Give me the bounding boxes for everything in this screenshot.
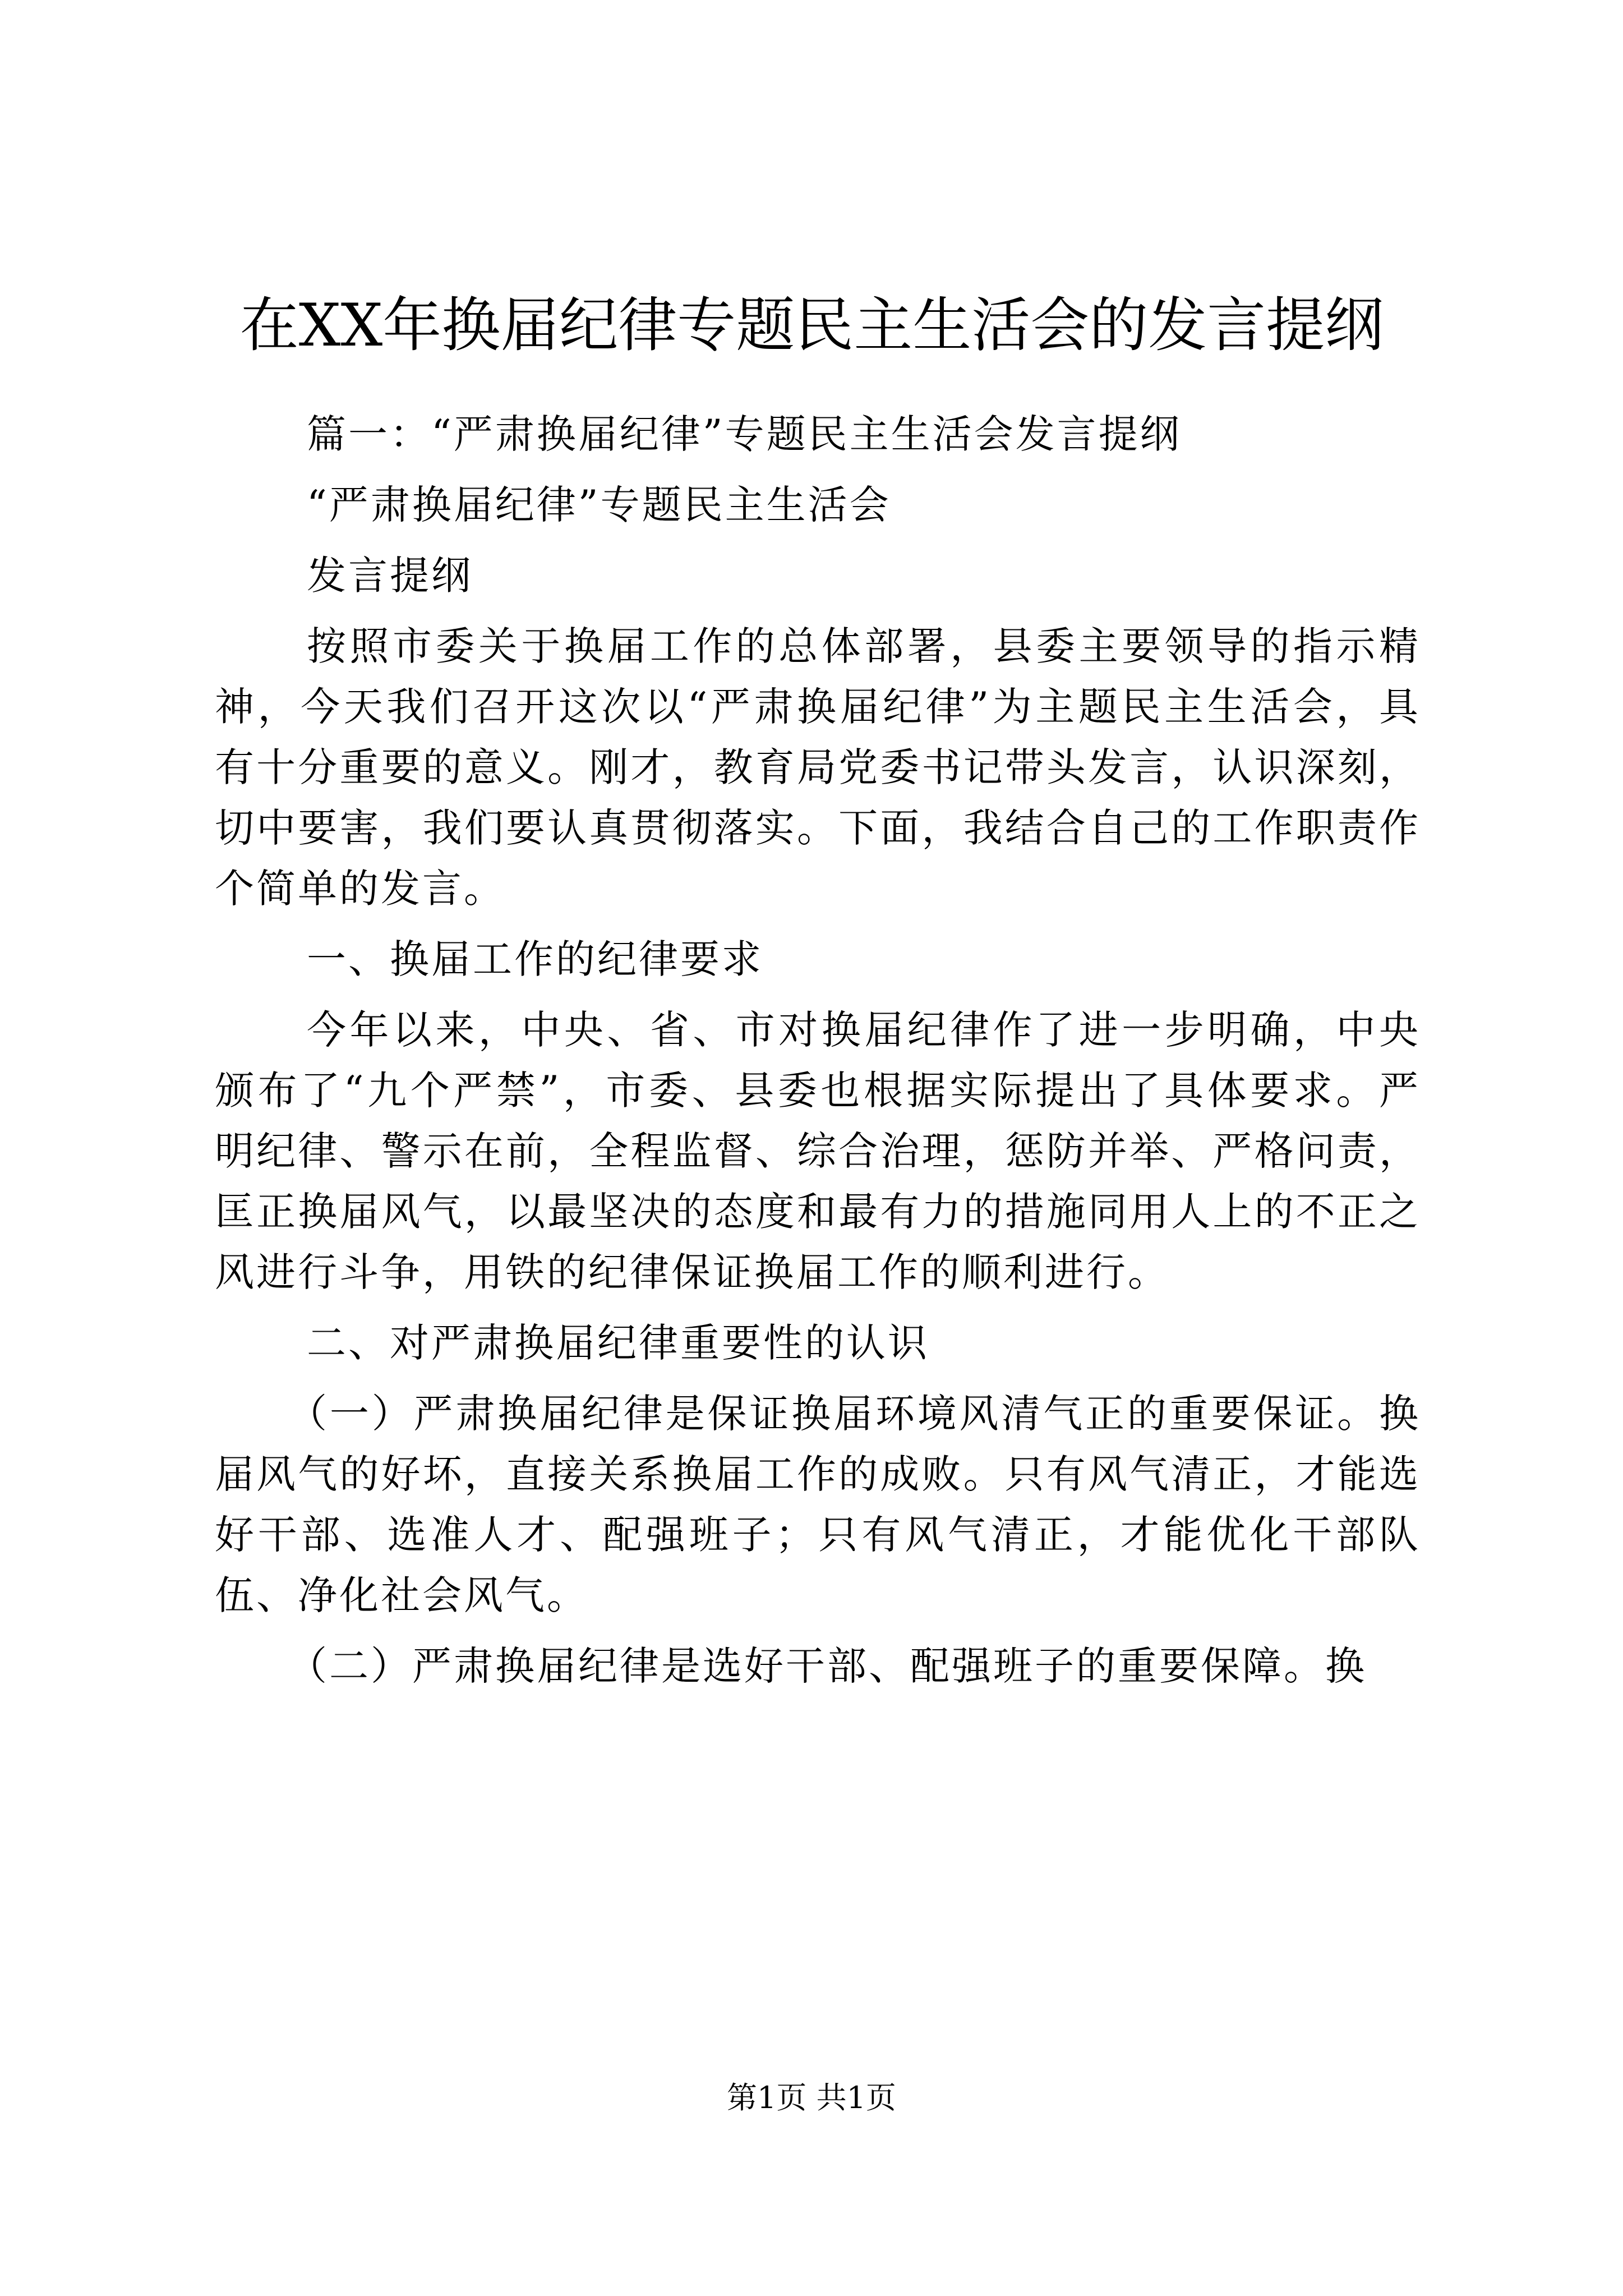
page-footer: 第1页 共1页	[727, 2080, 896, 2115]
subheading: “严肃换届纪律”专题民主生活会	[307, 482, 891, 528]
document-body	[215, 404, 1421, 1706]
body-paragraph: 今年以来，中央、省、市对换届纪律作了进一步明确，中央颁布了“九个严禁”，市委、县委也根据实际提出了具体要求。严明纪律、警示在前，全程监督、综合治理，惩防并举、严格问责，匡正换届风气，以最坚决的态度和最有力的措施同用人上的不正之风进行斗争，用铁的纪律保证换届工作的顺利进行。	[215, 1007, 1421, 1295]
subheading: 发言提纲	[307, 553, 473, 599]
section-heading: 一、换届工作的纪律要求	[307, 936, 763, 982]
body-paragraph: 按照市委关于换届工作的总体部署，县委主要领导的指示精神，今天我们召开这次以“严肃换届纪律”为主题民主生活会，具有十分重要的意义。刚才，教育局党委书记带头发言，认识深刻，切中要害，我们要认真贯彻落实。下面，我结合自己的工作职责作个简单的发言。	[215, 623, 1421, 912]
body-paragraph: （一）严肃换届纪律是保证换届环境风清气正的重要保证。换届风气的好坏，直接关系换届工作的成败。只有风气清正，才能选好干部、选准人才、配强班子；只有风气清正，才能优化干部队伍、净化社会风气。	[215, 1391, 1421, 1618]
section-heading: 篇一：“严肃换届纪律”专题民主生活会发言提纲	[307, 411, 1182, 457]
document-title: 在XX年换届纪律专题民主生活会的发言提纲	[239, 291, 1384, 360]
section-heading: 二、对严肃换届纪律重要性的认识	[307, 1320, 929, 1366]
body-paragraph: （二）严肃换届纪律是选好干部、配强班子的重要保障。换	[288, 1643, 1367, 1689]
